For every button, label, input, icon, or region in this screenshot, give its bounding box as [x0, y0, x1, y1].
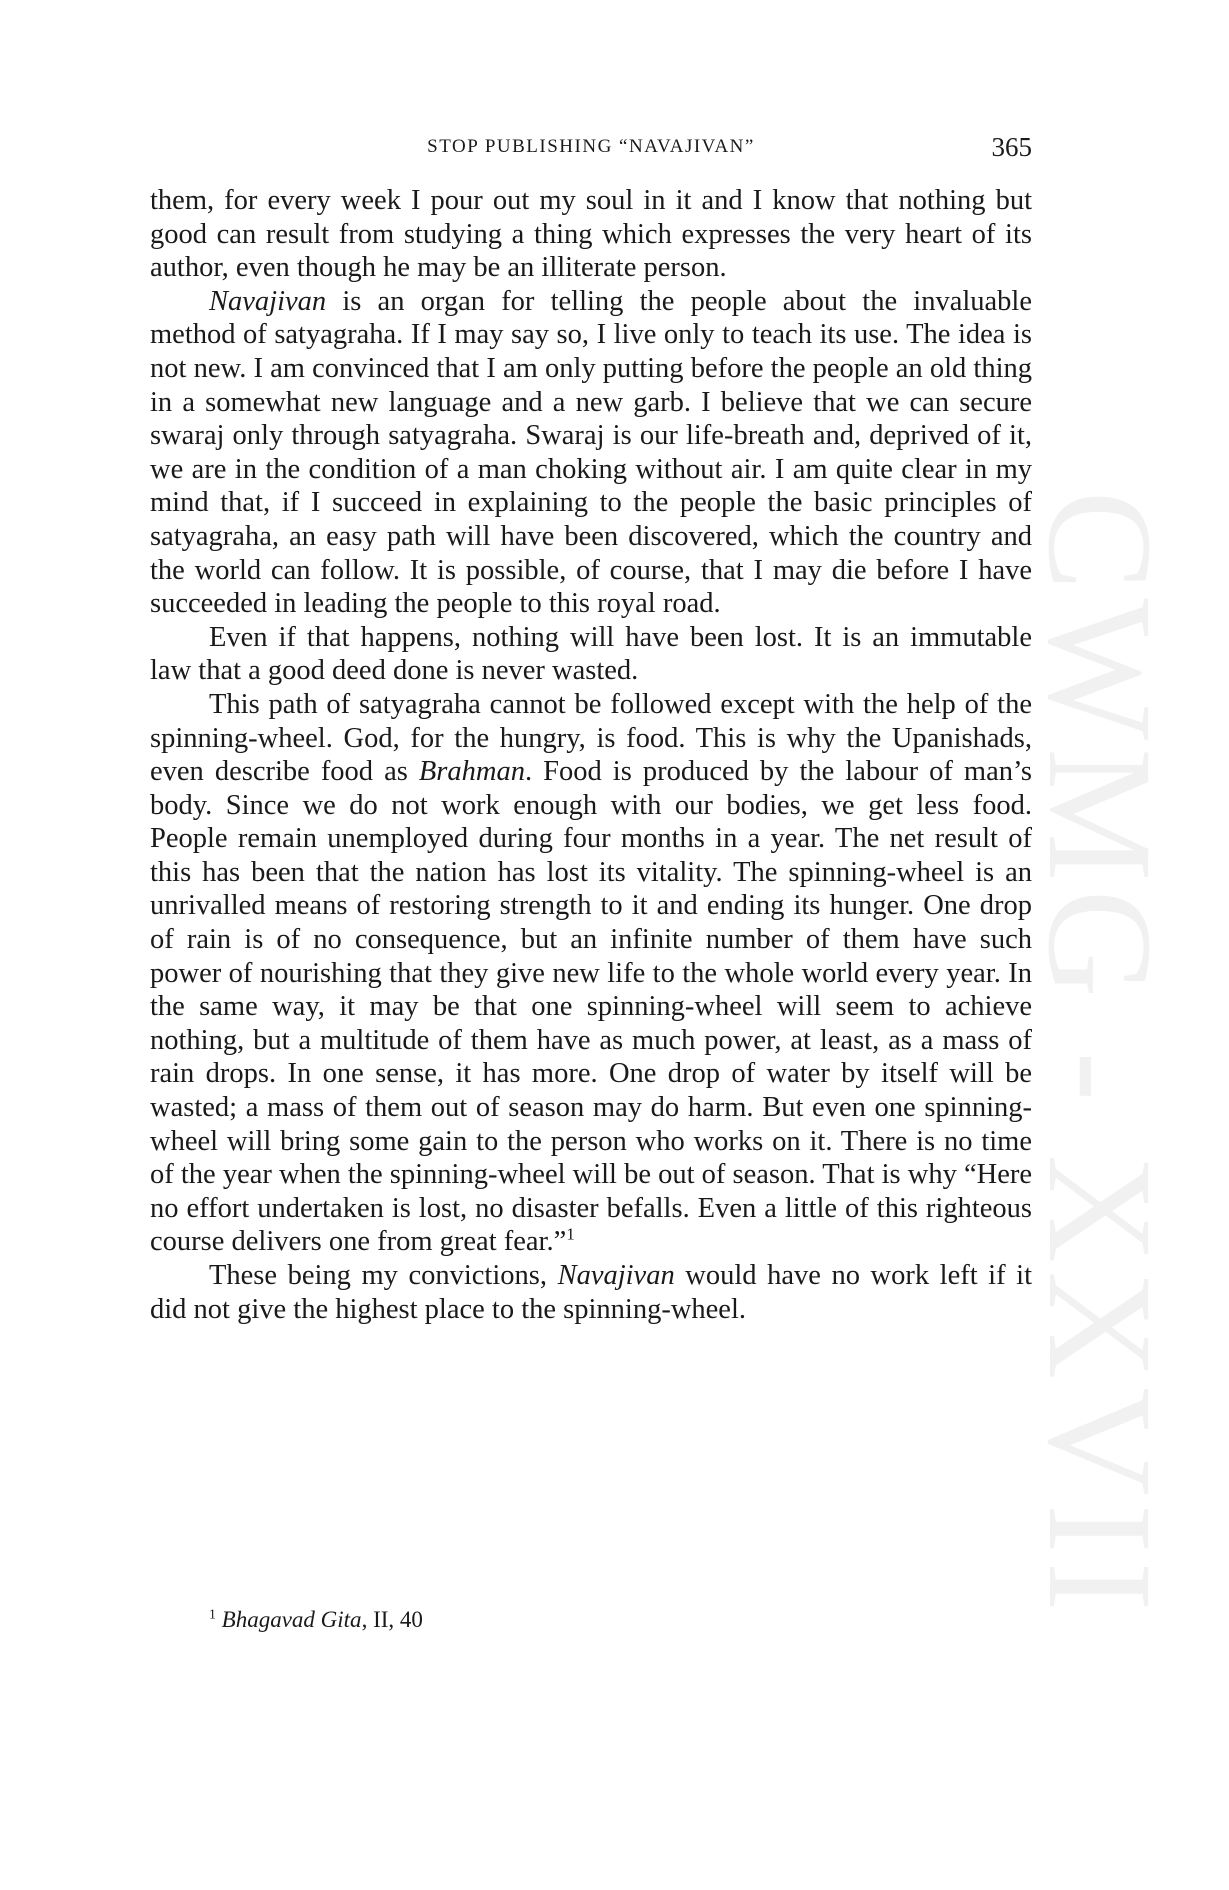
footnote-reference: 1 — [566, 1224, 575, 1244]
publication-title: Navajivan — [209, 285, 327, 317]
page-number: 365 — [991, 132, 1032, 162]
watermark: CWMG - XXVII — [1017, 490, 1183, 1620]
footnote-title: Bhagavad Gita — [221, 1607, 362, 1632]
footnote-reference-text: , II, 40 — [361, 1607, 423, 1632]
footnote-marker: 1 — [209, 1606, 216, 1622]
paragraph-5 — [150, 1259, 1032, 1326]
italic-term: Brahman — [418, 756, 525, 788]
running-title: STOP PUBLISHING “NAVAJIVAN” — [427, 136, 755, 157]
paragraph-2-text: is an organ for telling the people about the invaluable method of satyagraha. If I may say so, I live only to teach its use. The idea is not new. I am convinced that I am only putting before the people an old thing in a somewhat new language and a new garb. I believe that we can secure swaraj only through satyagraha. Swaraj is our life-breath and, deprived of it, we are in the condition of a man choking without air. I am quite clear in my mind that, if I succeed in explaining to the people the basic principles of satyagraha, an easy path will have been discovered, which the country and the world can follow. It is possible, of course, that I may die before I have succeeded in leading the people to this royal road. — [150, 285, 1032, 620]
paragraph-5-text-b: would have no work left if it did not give the highest place to the spinning-wheel. — [150, 1260, 1032, 1325]
publication-title: Navajivan — [557, 1260, 675, 1291]
paragraph-2 — [150, 285, 1032, 621]
paragraph-4-text-a: This path of satyagraha cannot be followed except with the help of the spinning-wheel. God, for the hungry, is food. This is why the Upanishads, even describe food as — [150, 688, 1032, 788]
body-text — [150, 184, 1032, 1326]
paragraph-3: Even if that happens, nothing will have been lost. It is an immutable law that a good deed done is never wasted. — [150, 621, 1032, 687]
page-header — [150, 130, 1032, 164]
paragraph-1: them, for every week I pour out my soul in it and I know that nothing but good can result from studying a thing which expresses the very heart of its author, even though he may be an illiterate person. — [150, 185, 1032, 284]
footnote — [209, 1605, 423, 1635]
paragraph-4 — [150, 688, 1032, 1259]
paragraph-5-text-a: These being my convictions, — [209, 1260, 558, 1291]
paragraph-4-text-b: . Food is produced by the labour of man’s body. Since we do not work enough with our bodies, we get less food. People remain unemployed during four months in a year. The net result of this has been that the nation has lost its vitality. The spinning-wheel is an unrivalled means of restoring strength to it and ending its hunger. One drop of rain is of no consequence, but an infinite number of them have such power of nourishing that they give new life to the whole world every year. In the same way, it may be that one spinning-wheel will seem to achieve nothing, but a multitude of them have as much power, at least, as a mass of rain drops. In one sense, it has more. One drop of water by itself will be wasted; a mass of them out of season may do harm. But even one spinning-wheel will bring some gain to the person who works on it. There is no time of the year when the spinning-wheel will be out of season. That is why “Here no effort undertaken is lost, no disaster befalls. Even a little of this righteous course delivers one from great fear.” — [150, 756, 1032, 1258]
